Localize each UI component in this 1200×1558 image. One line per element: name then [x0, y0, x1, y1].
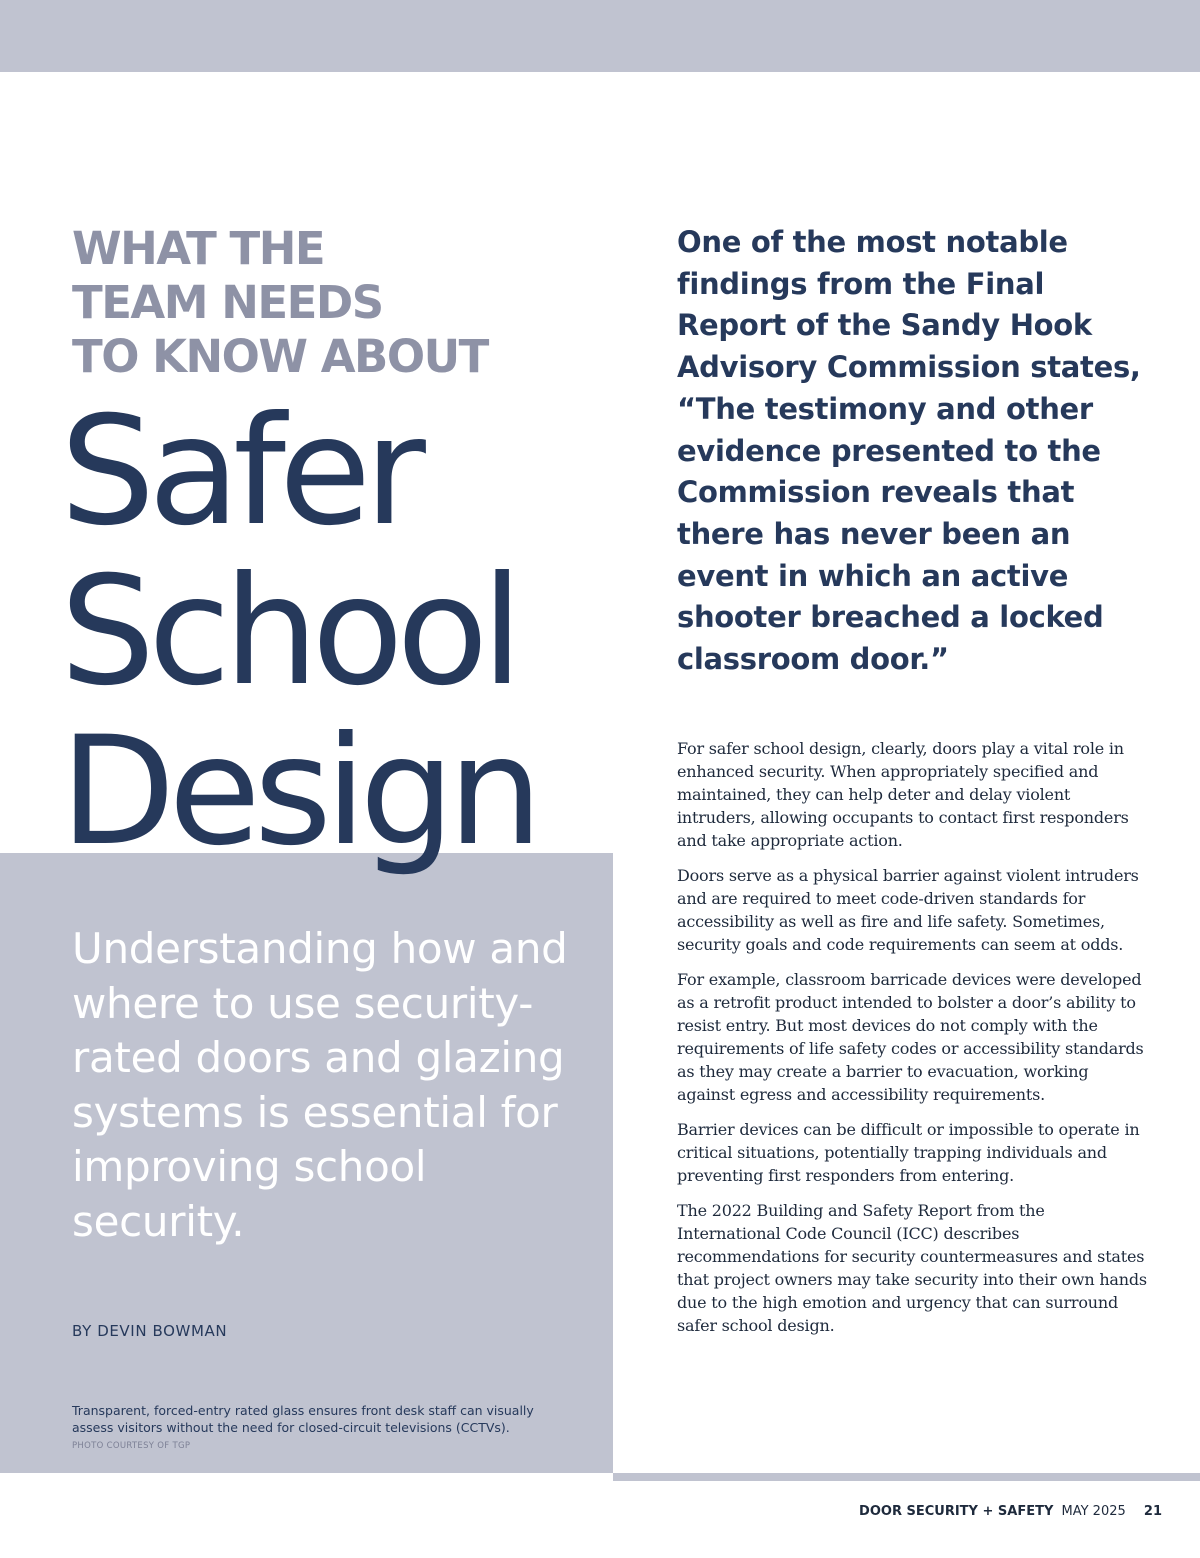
body-paragraph: For safer school design, clearly, doors play a vital role in enhanced security. When appropriately specified and maintained, they can help deter and delay violent intruders, allowing occupants to contact first responders and take appropriate action.	[677, 739, 1129, 850]
body-paragraph: For example, classroom barricade devices were developed as a retrofit product intended to bolster a door’s ability to resist entry. But most devices do not comply with the requirements of life safety codes or accessibility standards as they may create a barrier to evacuation, working against egress and accessibility requirements.	[677, 970, 1144, 1104]
bottom-rule	[613, 1473, 1200, 1481]
title-line: School	[60, 545, 516, 719]
pull-quote: One of the most notable findings from the Final Report of the Sandy Hook Advisory Commission states, “The testimony and other evidence presented to the Commission reveals that there has never been an event in which an active shooter breached a locked classroom door.”	[677, 225, 1141, 677]
title-line: Safer	[60, 385, 419, 559]
kicker-heading	[72, 222, 592, 384]
body-paragraph: The 2022 Building and Safety Report from the International Code Council (ICC) describes recommendations for security countermeasures and states that project owners may take security into their own hands due to the high emotion and urgency that can surround safer school design.	[677, 1201, 1147, 1335]
kicker-line: TEAM NEEDS	[72, 276, 383, 329]
title-line: Design	[60, 705, 536, 879]
photo-caption: Transparent, forced-entry rated glass ensures front desk staff can visually assess visitors without the need for closed-circuit televisions (CCTVs).	[72, 1403, 534, 1435]
kicker-line: WHAT THE	[72, 222, 325, 275]
footer-issue-date: MAY 2025	[1061, 1504, 1126, 1519]
body-paragraph: Barrier devices can be difficult or impossible to operate in critical situations, potentially trapping individuals and preventing first responders from entering.	[677, 1120, 1140, 1185]
footer-page-number: 21	[1143, 1504, 1162, 1519]
top-color-band	[0, 0, 1200, 72]
page-footer	[859, 1504, 1162, 1519]
kicker-line: TO KNOW ABOUT	[72, 330, 488, 383]
article-deck: Understanding how and where to use security-rated doors and glazing systems is essential for improving school security.	[72, 924, 568, 1246]
body-paragraph: Doors serve as a physical barrier against violent intruders and are required to meet code-driven standards for accessibility as well as fire and life safety. Sometimes, security goals and code requirements can seem at odds.	[677, 866, 1139, 954]
article-title	[60, 385, 620, 879]
photo-credit: PHOTO COURTESY OF TGP	[72, 1441, 191, 1451]
body-text-column	[677, 737, 1147, 1349]
byline: BY DEVIN BOWMAN	[72, 1322, 228, 1340]
footer-magazine-name: DOOR SECURITY + SAFETY	[859, 1504, 1054, 1519]
